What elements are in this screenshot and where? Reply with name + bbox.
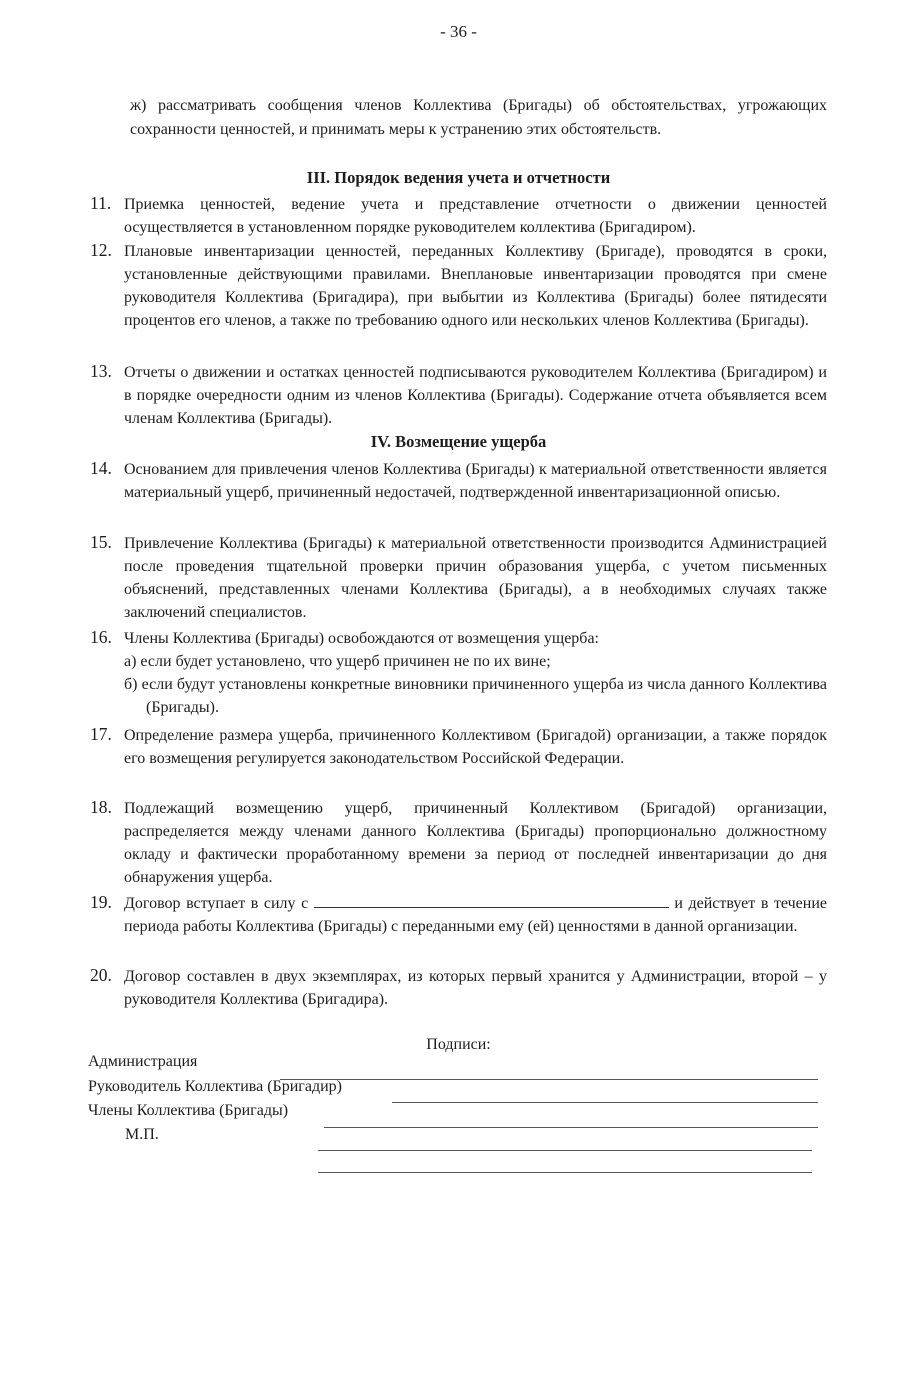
clause-14 (90, 458, 827, 504)
leader-signature-line (392, 1102, 818, 1103)
clause-number: 14. (90, 458, 112, 478)
section-heading-4: IV. Возмещение ущерба (370, 432, 547, 451)
page-number: - 36 - (440, 22, 477, 41)
clause-text: Привлечение Коллектива (Бригады) к материальной ответственности производится Администрацией после проведения тщательной проверки причин образования ущерба, с учетом письменных объяснений, представленных членами Коллектива (Бригады), а в необходимых случаях также заключений специалистов. (124, 535, 827, 621)
members-signature-line-2 (318, 1150, 812, 1151)
clause-number: 13. (90, 361, 112, 381)
clause-text: Подлежащий возмещению ущерб, причиненный Коллективом (Бригадой) организации, распределяется между членами данного Коллектива (Бригады) пропорционально должностному окладу и фактически проработанному времени за период от последней инвентаризации до дня обнаружения ущерба. (124, 800, 827, 886)
intro-item: ж) рассматривать сообщения членов Коллектива (Бригады) об обстоятельствах, угрожающих сохранности ценностей, и принимать меры к устранению этих обстоятельств. (130, 97, 827, 138)
clause-text: Члены Коллектива (Бригады) освобождаются от возмещения ущерба: (124, 630, 599, 647)
admin-signature-line (280, 1079, 818, 1080)
clause-subitem-b: б) если будут установлены конкретные виновники причиненного ущерба из числа данного Коллектива (Бригады). (124, 676, 827, 716)
clause-text-start: Договор вступает в силу с (124, 895, 309, 912)
leader-signature-label: Руководитель Коллектива (Бригадир) (88, 1078, 342, 1095)
clause-text: Основанием для привлечения членов Коллектива (Бригады) к материальной ответственности является материальный ущерб, причиненный недостачей, подтвержденной инвентаризационной описью. (124, 461, 827, 501)
clause-number: 19. (90, 892, 112, 912)
clause-17 (90, 724, 827, 770)
signatures-title: Подписи: (426, 1036, 491, 1053)
clause-text (124, 892, 827, 938)
clause-text: Отчеты о движении и остатках ценностей подписываются руководителем Коллектива (Бригадиром) и в порядке очередности одним из членов Коллектива (Бригады). Содержание отчета объявляется всем членам Коллектива (Бригады). (124, 364, 827, 427)
members-signature-line-1 (324, 1127, 818, 1128)
admin-signature-label: Администрация (88, 1053, 198, 1070)
clause-18 (90, 797, 827, 889)
clause-12 (90, 240, 827, 332)
clause-16 (90, 627, 827, 719)
clause-15 (90, 532, 827, 624)
clause-text: Приемка ценностей, ведение учета и представление отчетности о движении ценностей осуществляется в установленном порядке руководителем коллектива (Бригадиром). (124, 196, 827, 236)
clause-number: 12. (90, 240, 112, 260)
clause-number: 20. (90, 965, 112, 985)
clause-text: Плановые инвентаризации ценностей, переданных Коллективу (Бригаде), проводятся в сроки, установленные действующими правилами. Внеплановые инвентаризации проводятся при смене руководителя Коллектива (Бригадира), при выбытии из Коллектива (Бригады) более пятидесяти процентов его членов, а также по требованию одного или нескольких членов Коллектива (Бригады). (124, 243, 827, 329)
clause-text-end: и действует в течение периода работы Коллектива (Бригады) с переданными ему (ей) ценностями в данной организации. (124, 895, 828, 935)
clause-number: 16. (90, 627, 112, 647)
clause-11 (90, 193, 827, 239)
clause-subitem-a: а) если будет установлено, что ущерб причинен не по их вине; (124, 653, 551, 670)
clause-20 (90, 965, 827, 1011)
date-blank-line (314, 892, 669, 908)
clause-number: 15. (90, 532, 112, 552)
stamp-label: М.П. (125, 1126, 159, 1143)
clause-text: Договор составлен в двух экземплярах, из которых первый хранится у Администрации, второй – у руководителя Коллектива (Бригадира). (124, 968, 827, 1008)
clause-13 (90, 361, 827, 430)
members-signature-label: Члены Коллектива (Бригады) (88, 1102, 289, 1119)
clause-text: Определение размера ущерба, причиненного Коллективом (Бригадой) организации, а также порядок его возмещения регулируется законодательством Российской Федерации. (124, 727, 827, 767)
clause-number: 11. (90, 193, 112, 213)
clause-number: 17. (90, 724, 112, 744)
members-signature-line-3 (318, 1172, 812, 1173)
section-heading-3: III. Порядок ведения учета и отчетности (306, 168, 611, 187)
clause-19 (90, 892, 827, 938)
clause-number: 18. (90, 797, 112, 817)
